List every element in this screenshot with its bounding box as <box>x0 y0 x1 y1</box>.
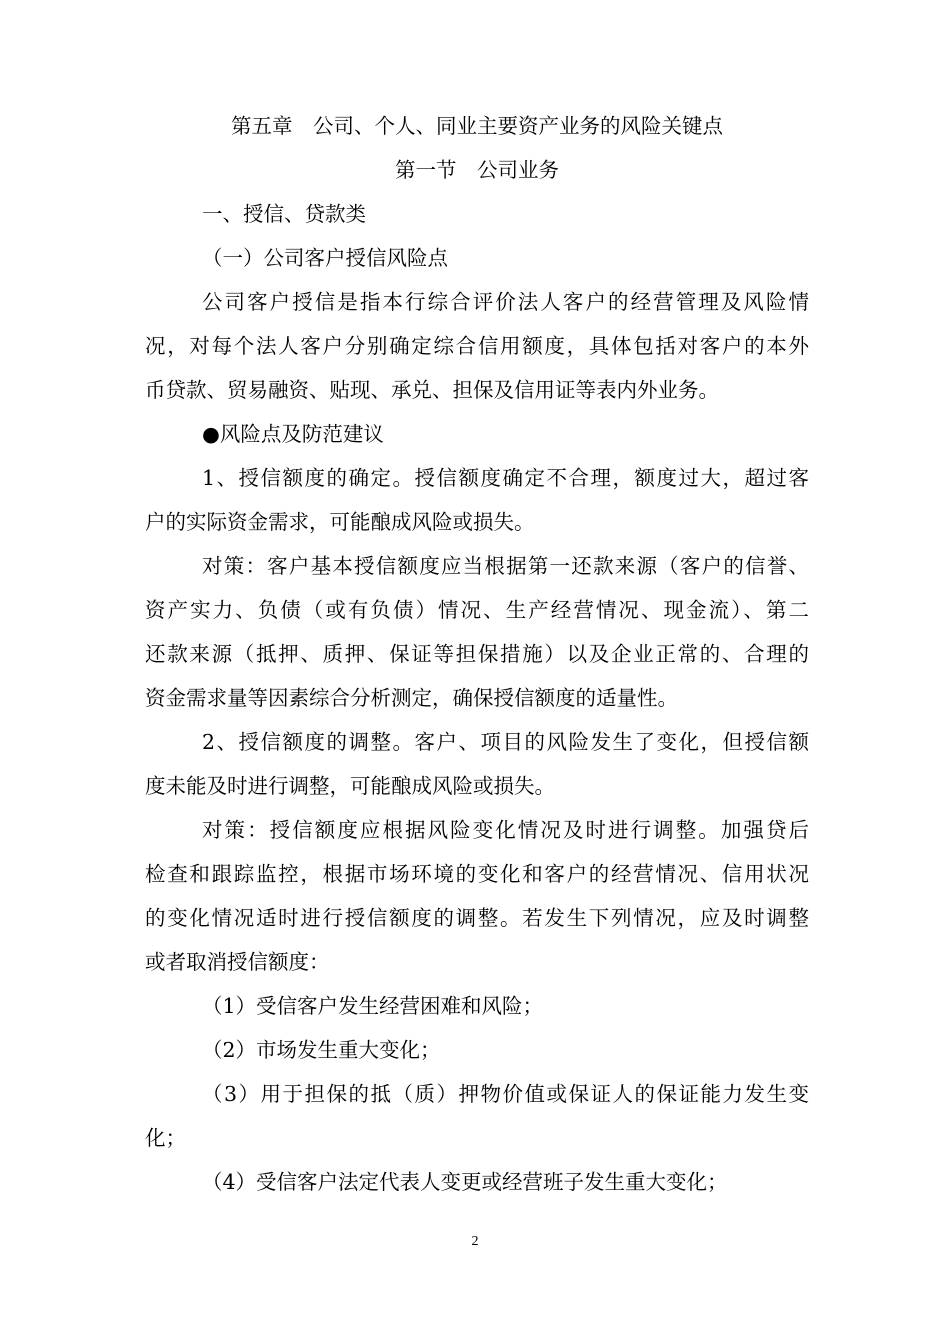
countermeasure-2-line: 检查和跟踪监控，根据市场环境的变化和客户的经营情况、信用状况 <box>145 862 809 886</box>
risk-point-2-line: 2、授信额度的调整。客户、项目的风险发生了变化，但授信额 <box>202 730 809 754</box>
risk-point-1-line: 1、授信额度的确定。授信额度确定不合理，额度过大，超过客 <box>202 466 809 490</box>
countermeasure-1-line: 还款来源（抵押、质押、保证等担保措施）以及企业正常的、合理的 <box>145 642 809 666</box>
section-title: 第一节 公司业务 <box>395 158 559 182</box>
countermeasure-1-line: 资金需求量等因素综合分析测定，确保授信额度的适量性。 <box>145 686 678 710</box>
countermeasure-1-line: 对策：客户基本授信额度应当根据第一还款来源（客户的信誉、 <box>202 554 809 578</box>
condition-item: （4）受信客户法定代表人变更或经营班子发生重大变化； <box>202 1170 728 1194</box>
countermeasure-2-line: 的变化情况适时进行授信额度的调整。若发生下列情况，应及时调整 <box>145 906 809 930</box>
countermeasure-2-line: 对策：授信额度应根据风险变化情况及时进行调整。加强贷后 <box>202 818 809 842</box>
countermeasure-1-line: 资产实力、负债（或有负债）情况、生产经营情况、现金流）、第二 <box>145 598 809 622</box>
intro-paragraph-line: 公司客户授信是指本行综合评价法人客户的经营管理及风险情 <box>202 290 809 314</box>
countermeasure-2-line: 或者取消授信额度： <box>145 950 330 974</box>
condition-item: （1）受信客户发生经营困难和风险； <box>202 994 544 1018</box>
page-number: 2 <box>471 1234 479 1249</box>
chapter-title: 第五章 公司、个人、同业主要资产业务的风险关键点 <box>231 114 723 138</box>
risk-point-2-line: 度未能及时进行调整，可能酿成风险或损失。 <box>145 774 555 798</box>
intro-paragraph-line: 币贷款、贸易融资、贴现、承兑、担保及信用证等表内外业务。 <box>145 378 719 402</box>
risk-point-1-line: 户的实际资金需求，可能酿成风险或损失。 <box>145 510 535 534</box>
intro-paragraph-line: 况，对每个法人客户分别确定综合信用额度，具体包括对客户的本外 <box>145 334 809 358</box>
heading-level-2: （一）公司客户授信风险点 <box>202 246 448 270</box>
condition-item: 化； <box>145 1126 186 1150</box>
heading-level-1: 一、授信、贷款类 <box>202 202 366 226</box>
bullet-heading: ●风险点及防范建议 <box>202 422 384 446</box>
condition-item: （3）用于担保的抵（质）押物价值或保证人的保证能力发生变 <box>202 1082 809 1106</box>
condition-item: （2）市场发生重大变化； <box>202 1038 441 1062</box>
